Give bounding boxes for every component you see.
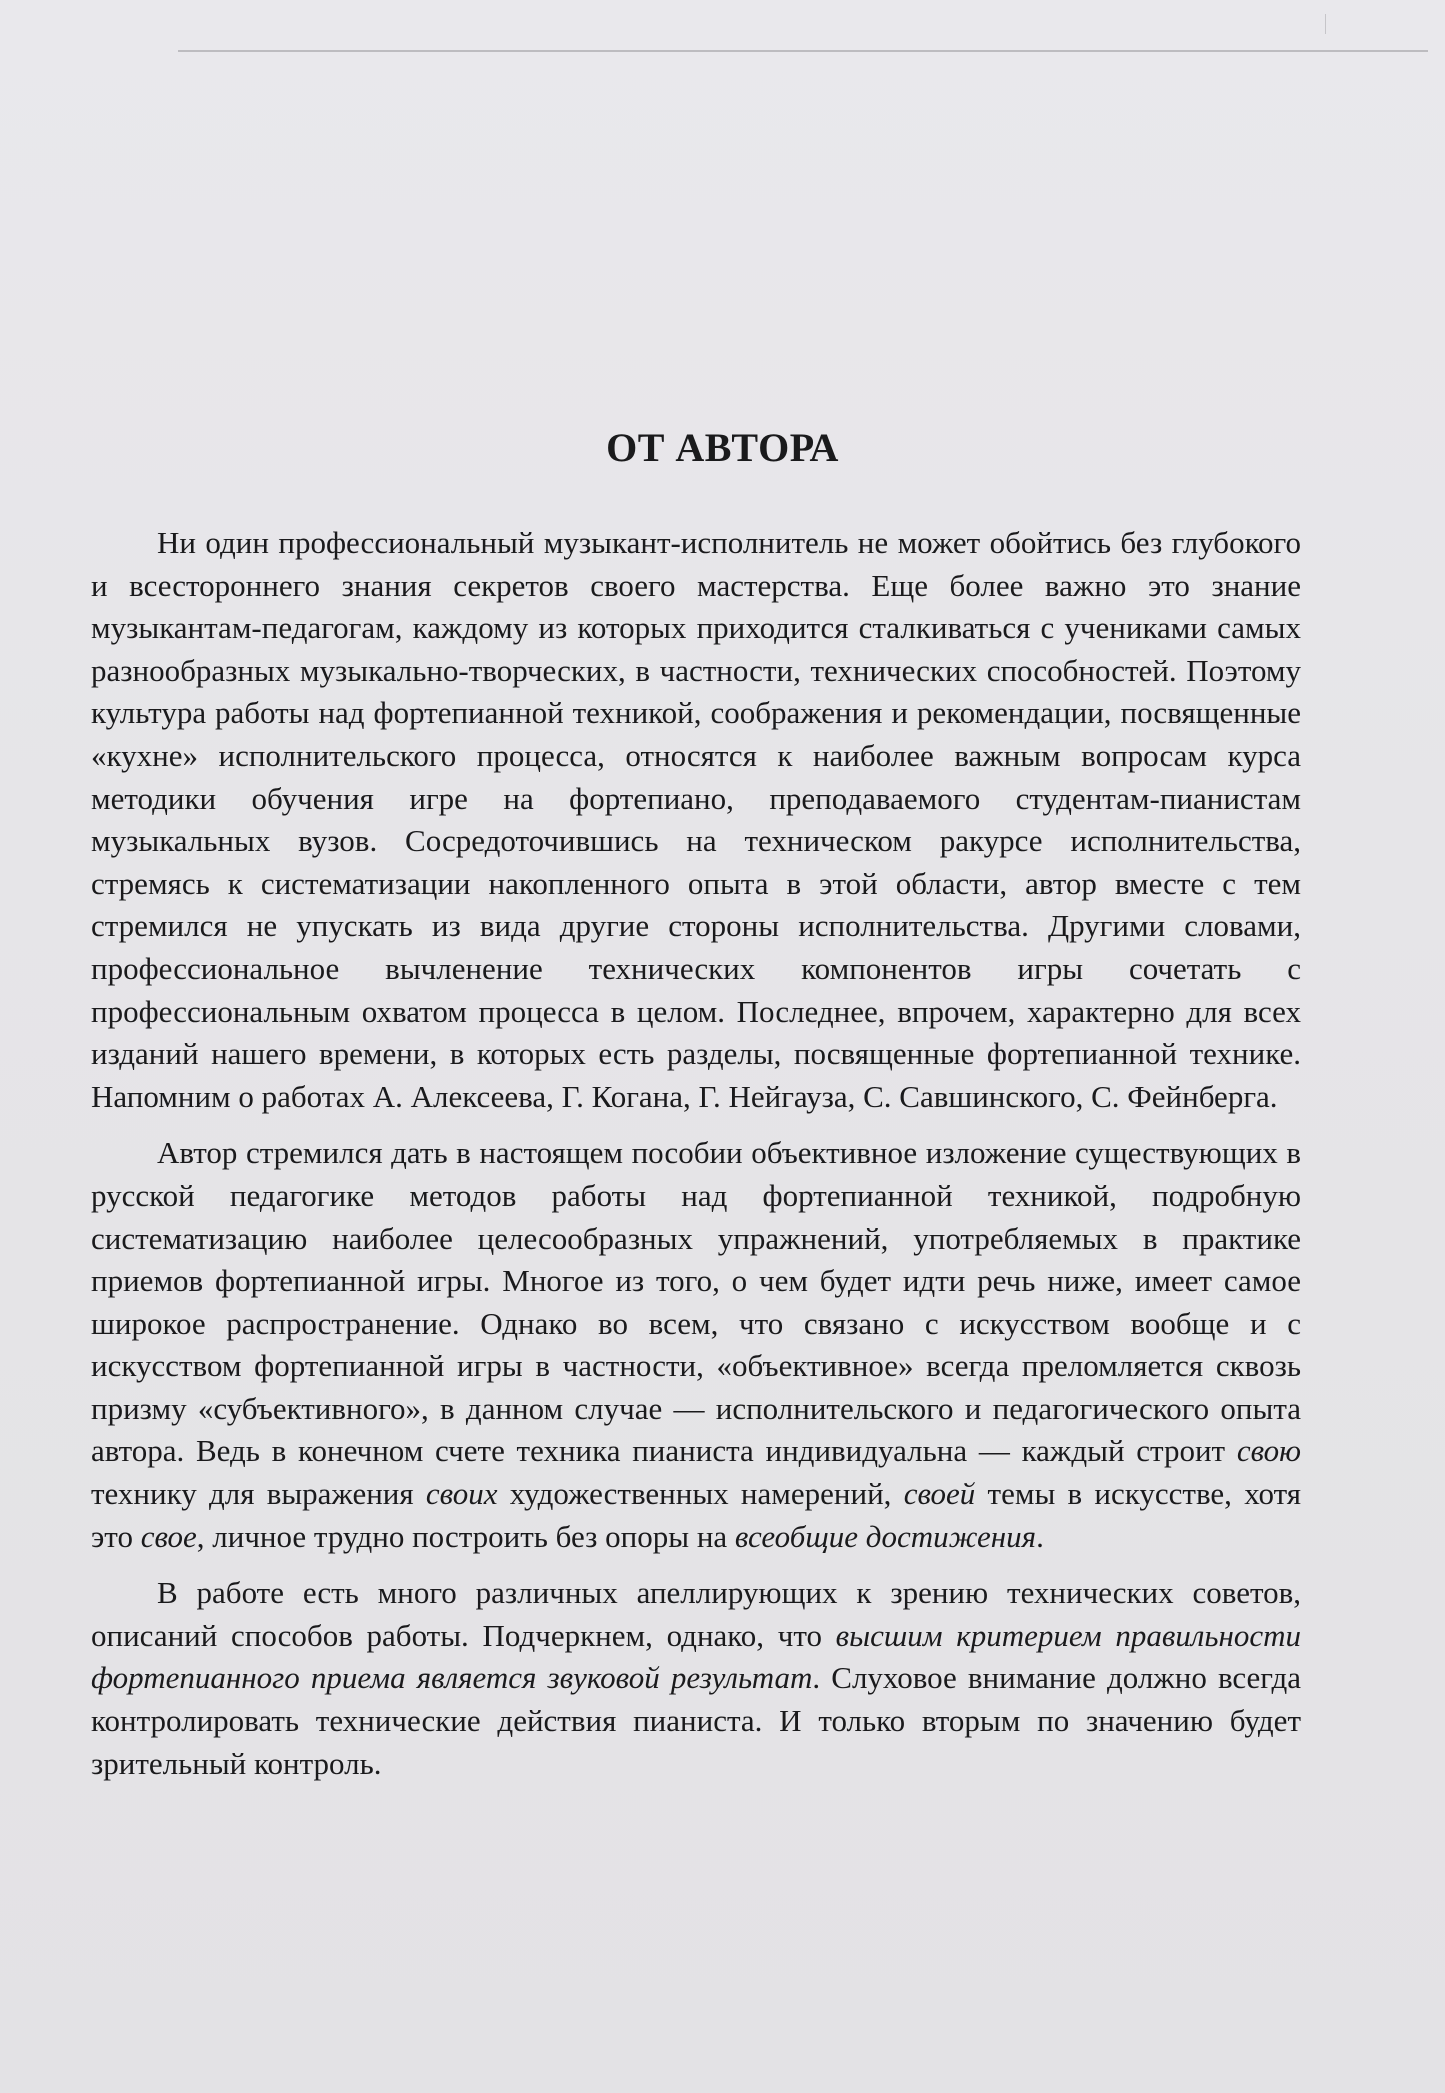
paragraph-2-run: художественных намерений, xyxy=(497,1476,904,1512)
paragraph-3 xyxy=(91,1572,1301,1785)
paragraph-3-run: В работе есть много различных апеллирующих к зрению технических советов, описаний способов работы. Подчеркнем, однако, что xyxy=(91,1575,1301,1653)
page-edge-mark xyxy=(1325,14,1326,34)
page-title: ОТ АВТОРА xyxy=(606,425,839,470)
paragraph-3-run: . Слуховое внимание должно всегда контролировать технические действия пианиста. И только вторым по значению будет зрительный контроль. xyxy=(91,1660,1301,1781)
paragraph-1-text: Ни один профессиональный музыкант-исполнитель не может обойтись без глубокого и всестороннего знания секретов своего мастерства. Еще более важно это знание музыкантам-педагогам, каждому из которых приходится сталкиваться с учениками самых разнообразных музыкально-творческих, в частности, технических способностей. Поэтому культура работы над фортепианной техникой, соображения и рекомендации, посвященные «кухне» исполнительского процесса, относятся к наиболее важным вопросам курса методики обучения игре на фортепиано, преподаваемого студентам-пианистам музыкальных вузов. Сосредоточившись на техническом ракурсе исполнительства, стремясь к систематизации накопленного опыта в этой области, автор вместе с тем стремился не упускать из вида другие стороны исполнительства. Другими словами, профессиональное вычленение технических компонентов игры сочетать с профессиональным охватом процесса в целом. Последнее, впрочем, характерно для всех изданий нашего времени, в которых есть разделы, посвященные фортепианной технике. Напомним о работах А. Алексеева, Г. Когана, Г. Нейгауза, С. Савшинского, С. Фейнберга. xyxy=(91,525,1301,1114)
paragraph-2-run: , личное трудно построить без опоры на xyxy=(196,1518,735,1554)
header-rule xyxy=(178,50,1428,52)
paragraph-2-run: темы в искусстве, хотя это xyxy=(91,1476,1301,1554)
paragraph-3-emphasis: высшим критерием правильности фортепианного приема является звуковой результат xyxy=(91,1617,1301,1696)
paragraph-2 xyxy=(91,1132,1301,1558)
paragraph-2-emphasis: свою xyxy=(1236,1433,1301,1469)
paragraph-2-run: технику для выражения xyxy=(91,1476,426,1512)
paragraph-1 xyxy=(91,522,1301,1118)
paragraph-2-run: Автор стремился дать в настоящем пособии объективное изложение существующих в русской педагогике методов работы над фортепианной техникой, подробную систематизацию наиболее целесообразных упражнений, употребляемых в практике приемов фортепианной игры. Многое из того, о чем будет идти речь ниже, имеет самое широкое распространение. Однако во всем, что связано с искусством вообще и с искусством фортепианной игры в частности, «объективное» всегда преломляется сквозь призму «субъективного», в данном случае — исполнительского и педагогического опыта автора. Ведь в конечном счете техника пианиста индивидуальна — каждый строит xyxy=(91,1135,1301,1469)
paragraph-2-emphasis: свое xyxy=(140,1518,197,1554)
paragraph-2-emphasis: своей xyxy=(903,1476,976,1512)
paragraph-2-emphasis: всеобщие достижения xyxy=(734,1518,1037,1554)
body-text xyxy=(91,522,1301,1799)
paragraph-2-emphasis: своих xyxy=(425,1476,498,1512)
paragraph-2-run: . xyxy=(1036,1518,1044,1554)
